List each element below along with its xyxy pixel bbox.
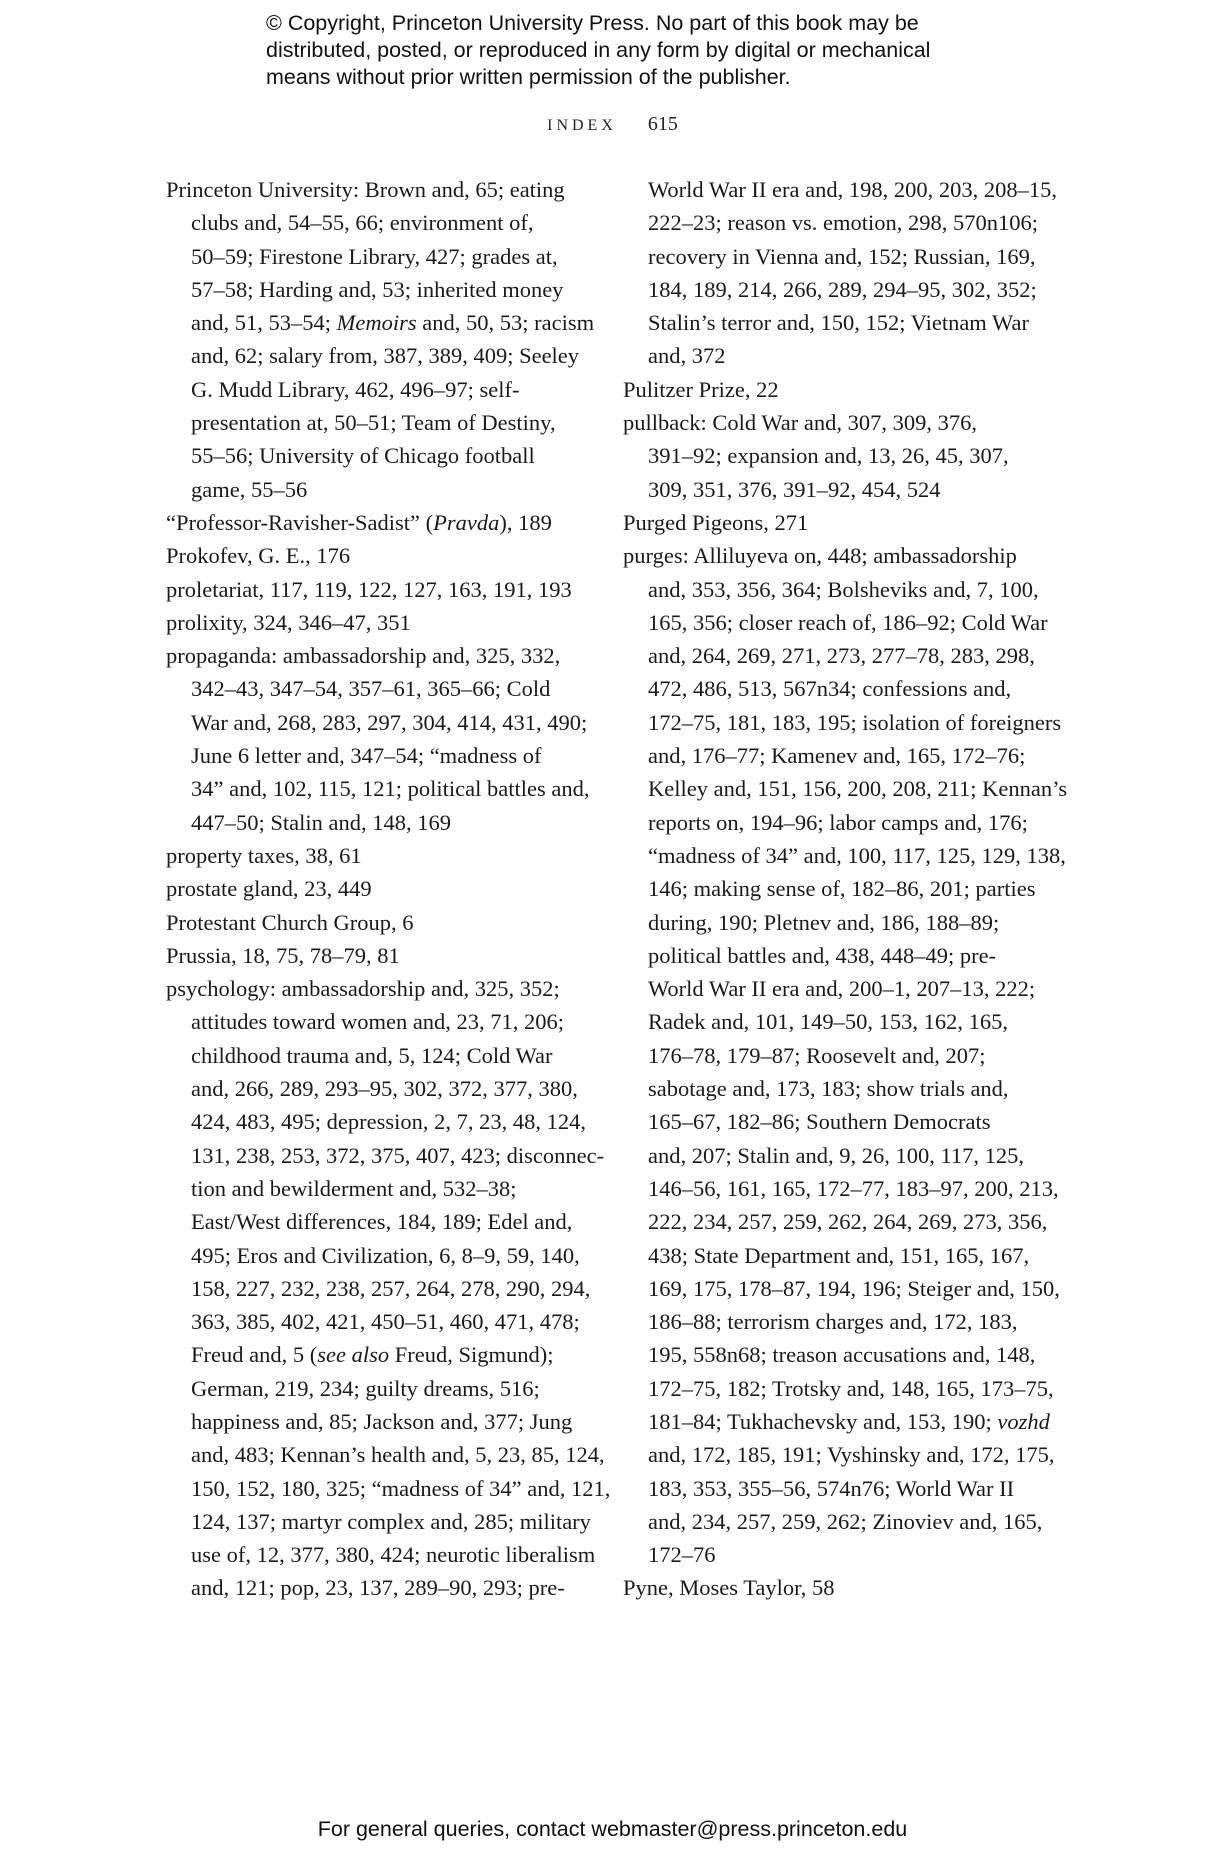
index-line [623, 1272, 1060, 1305]
index-line [623, 206, 1053, 239]
index-line [623, 573, 1053, 606]
index-entry [166, 639, 590, 839]
index-text: pullback: Cold War and, 307, 309, 376, [623, 410, 977, 436]
index-text: Protestant Church Group, 6 [166, 909, 414, 935]
index-text: 34” and, 102, 115, 121; political battles and, [191, 776, 590, 802]
index-text: 472, 486, 513, 567n34; confessions and, [648, 676, 1012, 702]
index-text: Pyne, Moses Taylor, 58 [623, 1575, 835, 1601]
index-text: presentation at, 50–51; Team of Destiny, [191, 410, 556, 436]
index-line [623, 639, 1053, 672]
index-text: East/West differences, 184, 189; Edel and, [191, 1209, 573, 1235]
index-text: and, 353, 356, 364; Bolsheviks and, 7, 100, [648, 576, 1039, 602]
index-text: June 6 letter and, 347–54; “madness of [191, 743, 542, 769]
index-line [623, 872, 1053, 905]
index-line [166, 1139, 605, 1172]
index-text: prolixity, 324, 346–47, 351 [166, 609, 411, 635]
index-line [166, 206, 586, 239]
index-text: Stalin’s terror and, 150, 152; Vietnam War [648, 310, 1029, 336]
index-line [623, 1072, 1053, 1105]
index-line [623, 1139, 1053, 1172]
index-text: recovery in Vienna and, 152; Russian, 169, [648, 243, 1036, 269]
index-text: 57–58; Harding and, 53; inherited money [191, 276, 564, 302]
index-entry [623, 1571, 1053, 1604]
index-line [166, 1405, 586, 1438]
index-line [166, 373, 586, 406]
index-text: 391–92; expansion and, 13, 26, 45, 307, [648, 443, 1009, 469]
index-line [623, 939, 1053, 972]
index-text: and, 51, 53–54; [191, 310, 337, 336]
index-line [166, 339, 586, 372]
index-line [166, 173, 586, 206]
index-text: proletariat, 117, 119, 122, 127, 163, 191, 193 [166, 576, 572, 602]
index-text: “madness of 34” and, 100, 117, 125, 129, 138, [648, 842, 1066, 868]
index-line [166, 1039, 586, 1072]
index-text: 342–43, 347–54, 357–61, 365–66; Cold [191, 676, 551, 702]
index-line [166, 439, 586, 472]
index-text: clubs and, 54–55, 66; environment of, [191, 210, 534, 236]
index-text: property taxes, 38, 61 [166, 842, 362, 868]
index-text: 424, 483, 495; depression, 2, 7, 23, 48, 124, [191, 1109, 586, 1135]
index-text: purges: Alliluyeva on, 448; ambassadorship [623, 543, 1017, 569]
index-text: 438; State Department and, 151, 165, 167, [648, 1242, 1030, 1268]
copyright-line: © Copyright, Princeton University Press. No part of this book may be [266, 11, 919, 35]
index-line [166, 306, 595, 339]
index-line [166, 539, 586, 572]
index-text: 222–23; reason vs. emotion, 298, 570n106; [648, 210, 1038, 236]
index-line [166, 1438, 605, 1471]
index-line [623, 1405, 1053, 1438]
index-text: Princeton University: Brown and, 65; eating [166, 177, 565, 202]
index-text: childhood trauma and, 5, 124; Cold War [191, 1042, 553, 1068]
index-line [623, 1172, 1059, 1205]
copyright-notice [266, 10, 1026, 91]
index-text: 55–56; University of Chicago football [191, 443, 535, 469]
index-line [623, 373, 1053, 406]
running-head-label: INDEX [547, 117, 617, 134]
index-line [166, 240, 586, 273]
index-text: Radek and, 101, 149–50, 153, 162, 165, [648, 1009, 1008, 1035]
index-text: Freud and, 5 ( [191, 1342, 318, 1368]
index-text: and, 50, 53; racism [416, 310, 595, 336]
index-line [623, 1338, 1053, 1371]
index-line [166, 473, 586, 506]
index-text: during, 190; Pletnev and, 186, 188–89; [648, 909, 1000, 935]
index-text: 158, 227, 232, 238, 257, 264, 278, 290, 294, [191, 1275, 591, 1301]
index-line [166, 1538, 596, 1571]
index-text: 50–59; Firestone Library, 427; grades at, [191, 243, 558, 269]
index-line [623, 1305, 1053, 1338]
index-line [166, 1072, 586, 1105]
index-line [623, 772, 1068, 805]
index-text: 363, 385, 402, 421, 450–51, 460, 471, 478; [191, 1309, 580, 1335]
index-text: happiness and, 85; Jackson and, 377; Jung [191, 1408, 573, 1434]
index-line [166, 906, 586, 939]
index-line [166, 1505, 591, 1538]
index-text: and, 234, 257, 259, 262; Zinoviev and, 165, [648, 1508, 1043, 1534]
index-entry [166, 972, 611, 1605]
index-text: and, 207; Stalin and, 9, 26, 100, 117, 125, [648, 1142, 1025, 1168]
index-text: 176–78, 179–87; Roosevelt and, 207; [648, 1042, 986, 1068]
index-line [623, 539, 1053, 572]
index-text: German, 219, 234; guilty dreams, 516; [191, 1375, 540, 1401]
index-text: 309, 351, 376, 391–92, 454, 524 [648, 476, 941, 502]
index-line [623, 173, 1057, 206]
index-text: tion and bewilderment and, 532–38; [191, 1175, 517, 1201]
index-text: and, 372 [648, 343, 726, 369]
index-text: World War II era and, 200–1, 207–13, 222; [648, 976, 1036, 1002]
index-line [623, 739, 1053, 772]
index-line [623, 672, 1053, 705]
index-line [623, 1538, 1053, 1571]
index-line [166, 1305, 586, 1338]
index-text: 169, 175, 178–87, 194, 196; Steiger and, 150, [648, 1275, 1060, 1301]
index-text: 146; making sense of, 182–86, 201; parties [648, 876, 1036, 902]
italic-text: Memoirs [336, 310, 417, 336]
index-entry [166, 606, 586, 639]
index-line [166, 739, 586, 772]
index-text: 447–50; Stalin and, 148, 169 [191, 809, 451, 835]
index-line [623, 1239, 1053, 1272]
index-line [166, 1472, 611, 1505]
index-text: and, 483; Kennan’s health and, 5, 23, 85, 124, [191, 1442, 605, 1468]
index-text: attitudes toward women and, 23, 71, 206; [191, 1009, 565, 1035]
italic-text: Pravda [433, 509, 500, 535]
index-line [166, 772, 590, 805]
index-line [623, 273, 1053, 306]
index-line [166, 872, 586, 905]
copyright-line: means without prior written permission of the publisher. [266, 65, 791, 89]
index-text: Pulitzer Prize, 22 [623, 376, 779, 402]
index-text: propaganda: ambassadorship and, 325, 332, [166, 643, 561, 669]
index-line [623, 1105, 1053, 1138]
index-text: political battles and, 438, 448–49; pre- [648, 942, 997, 968]
index-text: Prokofev, G. E., 176 [166, 543, 351, 569]
page-number: 615 [647, 113, 678, 135]
index-line [166, 506, 586, 539]
index-line [166, 939, 586, 972]
index-text: 165–67, 182–86; Southern Democrats [648, 1109, 991, 1135]
index-line [623, 1039, 1053, 1072]
index-text: Kelley and, 151, 156, 200, 208, 211; Kennan’s [648, 776, 1068, 802]
index-text: G. Mudd Library, 462, 496–97; self- [191, 376, 520, 402]
index-line [623, 806, 1053, 839]
index-entry [623, 506, 1053, 539]
index-entry [166, 939, 586, 972]
index-entry [166, 506, 586, 539]
index-line [166, 606, 586, 639]
index-entry [623, 539, 1068, 1571]
index-line [623, 1571, 1053, 1604]
index-entry [166, 906, 586, 939]
index-line [166, 1272, 591, 1305]
running-head [0, 113, 1225, 136]
index-text: 184, 189, 214, 266, 289, 294–95, 302, 352; [648, 276, 1037, 302]
index-line [166, 972, 586, 1005]
index-line [623, 339, 1053, 372]
index-text: 172–75, 182; Trotsky and, 148, 165, 173–75, [648, 1375, 1054, 1401]
index-line [166, 1372, 586, 1405]
index-text: 172–76 [648, 1542, 716, 1568]
index-line [166, 1005, 586, 1038]
index-line [166, 1105, 586, 1138]
index-line [166, 839, 586, 872]
index-text: Prussia, 18, 75, 78–79, 81 [166, 942, 400, 968]
index-line [623, 706, 1062, 739]
index-text: 131, 238, 253, 372, 375, 407, 423; disconnec- [191, 1142, 605, 1168]
index-line [166, 806, 586, 839]
index-entry [623, 406, 1053, 506]
index-line [623, 306, 1053, 339]
index-text: and, 266, 289, 293–95, 302, 372, 377, 380, [191, 1076, 578, 1102]
index-text: psychology: ambassadorship and, 325, 352; [166, 976, 560, 1002]
index-entry [623, 173, 1057, 373]
index-text: use of, 12, 377, 380, 424; neurotic liberalism [191, 1542, 596, 1568]
index-line [166, 1338, 586, 1371]
index-text: prostate gland, 23, 449 [166, 876, 372, 902]
index-entry [166, 573, 586, 606]
index-text: game, 55–56 [191, 476, 308, 502]
index-line [166, 1239, 586, 1272]
footer-contact: For general queries, contact webmaster@press.princeton.edu [317, 1817, 908, 1841]
index-text: 222, 234, 257, 259, 262, 264, 269, 273, 356, [648, 1209, 1048, 1235]
index-text: and, 176–77; Kamenev and, 165, 172–76; [648, 743, 1026, 769]
index-line [166, 1571, 586, 1604]
index-line [166, 639, 586, 672]
index-text: Freud, Sigmund); [389, 1342, 554, 1368]
index-line [166, 273, 586, 306]
italic-text: vozhd [997, 1408, 1050, 1434]
index-text: Purged Pigeons, 271 [623, 509, 809, 535]
index-line [623, 1205, 1053, 1238]
index-text: World War II era and, 198, 200, 203, 208–15, [648, 177, 1057, 202]
index-line [166, 672, 586, 705]
index-entry [166, 872, 586, 905]
index-text: and, 62; salary from, 387, 389, 409; Seeley [191, 343, 580, 369]
index-line [623, 1505, 1053, 1538]
index-line [166, 1172, 586, 1205]
index-line [623, 506, 1053, 539]
index-line [623, 972, 1053, 1005]
index-line [623, 1472, 1053, 1505]
index-entry [166, 539, 586, 572]
index-text: ), 189 [499, 509, 552, 535]
index-column-left [166, 173, 611, 1605]
index-text: and, 121; pop, 23, 137, 289–90, 293; pre- [191, 1575, 565, 1601]
index-text: “Professor-Ravisher-Sadist” ( [166, 509, 434, 535]
index-text: reports on, 194–96; labor camps and, 176; [648, 809, 1028, 835]
index-text: 186–88; terrorism charges and, 172, 183, [648, 1309, 1018, 1335]
index-text: 195, 558n68; treason accusations and, 148, [648, 1342, 1036, 1368]
index-line [623, 606, 1053, 639]
index-text: 146–56, 161, 165, 172–77, 183–97, 200, 213, [648, 1175, 1059, 1201]
index-line [623, 1005, 1053, 1038]
index-text: 181–84; Tukhachevsky and, 153, 190; [648, 1408, 998, 1434]
index-line [623, 1438, 1053, 1471]
index-line [623, 439, 1053, 472]
index-entry [166, 839, 586, 872]
index-text: and, 172, 185, 191; Vyshinsky and, 172, 175, [648, 1442, 1055, 1468]
index-text: 150, 152, 180, 325; “madness of 34” and, 121, [191, 1475, 611, 1501]
index-line [623, 473, 1053, 506]
index-line [166, 573, 586, 606]
index-line [623, 240, 1053, 273]
index-line [623, 906, 1053, 939]
index-text: sabotage and, 173, 183; show trials and, [648, 1076, 1009, 1102]
index-line [166, 706, 586, 739]
index-text: 495; Eros and Civilization, 6, 8–9, 59, 140, [191, 1242, 580, 1268]
index-text: and, 264, 269, 271, 273, 277–78, 283, 298, [648, 643, 1035, 669]
copyright-line: distributed, posted, or reproduced in any form by digital or mechanical [266, 38, 931, 62]
index-text: 183, 353, 355–56, 574n76; World War II [648, 1475, 1015, 1501]
index-entry [623, 373, 1053, 406]
index-text: 124, 137; martyr complex and, 285; military [191, 1508, 591, 1534]
index-text: War and, 268, 283, 297, 304, 414, 431, 490; [191, 709, 588, 735]
index-text: 165, 356; closer reach of, 186–92; Cold War [648, 609, 1048, 635]
italic-text: see also [317, 1342, 390, 1368]
index-line [166, 406, 586, 439]
index-line [623, 1372, 1053, 1405]
index-entry [166, 173, 595, 506]
index-line [623, 839, 1066, 872]
index-column-right [623, 173, 1068, 1605]
index-line [623, 406, 1053, 439]
index-line [166, 1205, 586, 1238]
index-text: 172–75, 181, 183, 195; isolation of foreigners [648, 709, 1062, 735]
